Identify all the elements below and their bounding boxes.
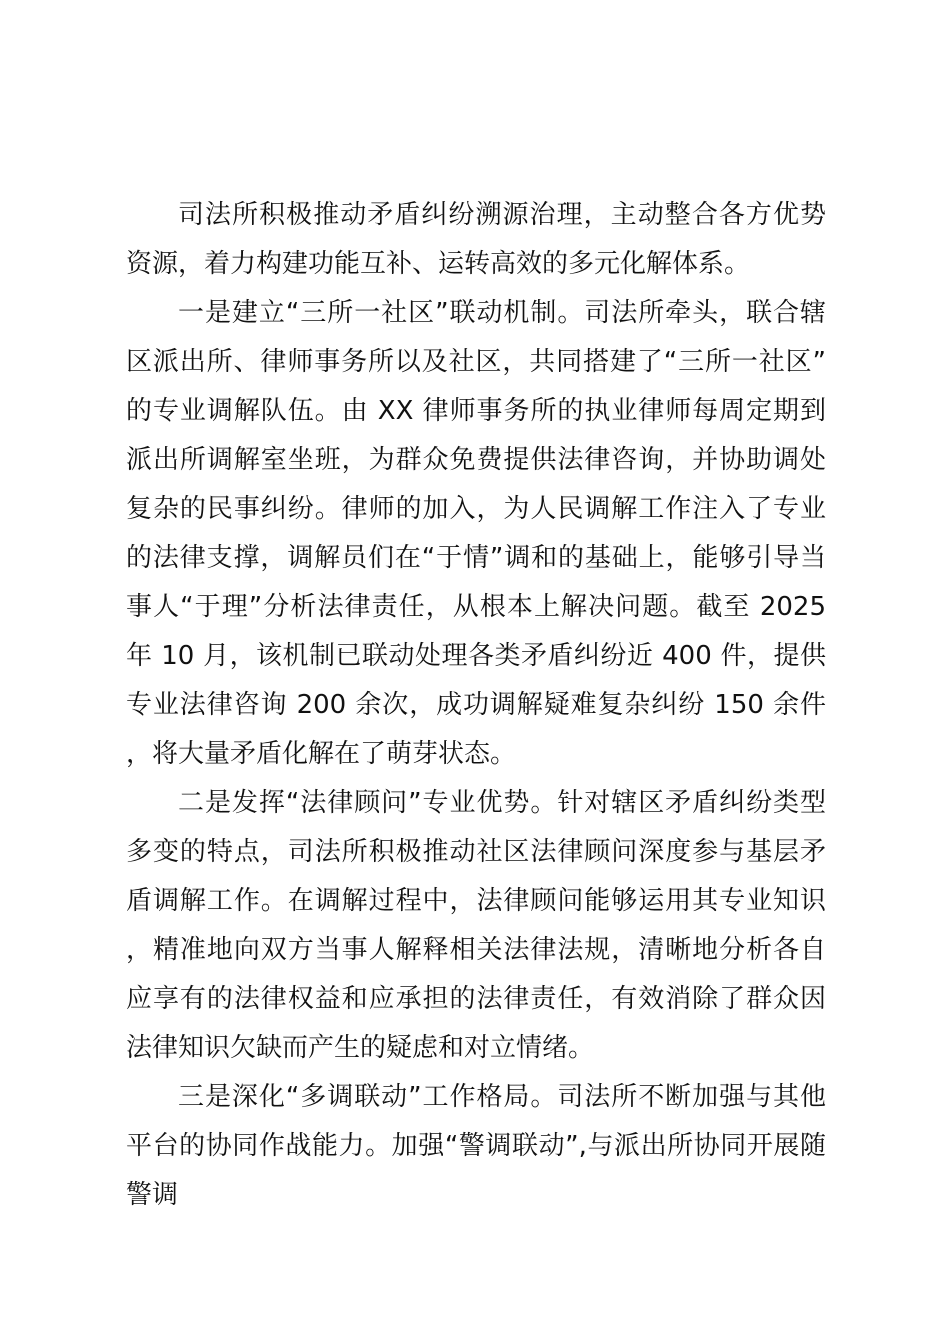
paragraph-point-two: 二是发挥“法律顾问”专业优势。针对辖区矛盾纠纷类型多变的特点，司法所积极推动社区法律顾问深度参与基层矛盾调解工作。在调解过程中，法律顾问能够运用其专业知识，精准地向双方当事人解释相关法律法规，清晰地分析各自应享有的法律权益和应承担的法律责任，有效消除了群众因法律知识欠缺而产生的疑虑和对立情绪。 — [126, 788, 826, 1063]
paragraph-intro: 司法所积极推动矛盾纠纷溯源治理，主动整合各方优势资源，着力构建功能互补、运转高效的多元化解体系。 — [126, 200, 826, 279]
document-body — [126, 191, 826, 1220]
paragraph-point-one: 一是建立“三所一社区”联动机制。司法所牵头，联合辖区派出所、律师事务所以及社区，共同搭建了“三所一社区”的专业调解队伍。由 XX 律师事务所的执业律师每周定期到派出所调解室坐班，为群众免费提供法律咨询，并协助调处复杂的民事纠纷。律师的加入，为人民调解工作注入了专业的法律支撑，调解员们在“于情”调和的基础上，能够引导当事人“于理”分析法律责任，从根本上解决问题。截至 2025 年 10 月，该机制已联动处理各类矛盾纠纷近 400 件，提供专业法律咨询 200 余次，成功调解疑难复杂纠纷 150 余件，将大量矛盾化解在了萌芽状态。 — [126, 298, 826, 769]
paragraph-point-three: 三是深化“多调联动”工作格局。司法所不断加强与其他平台的协同作战能力。加强“警调联动”,与派出所协同开展随警调 — [126, 1082, 826, 1210]
